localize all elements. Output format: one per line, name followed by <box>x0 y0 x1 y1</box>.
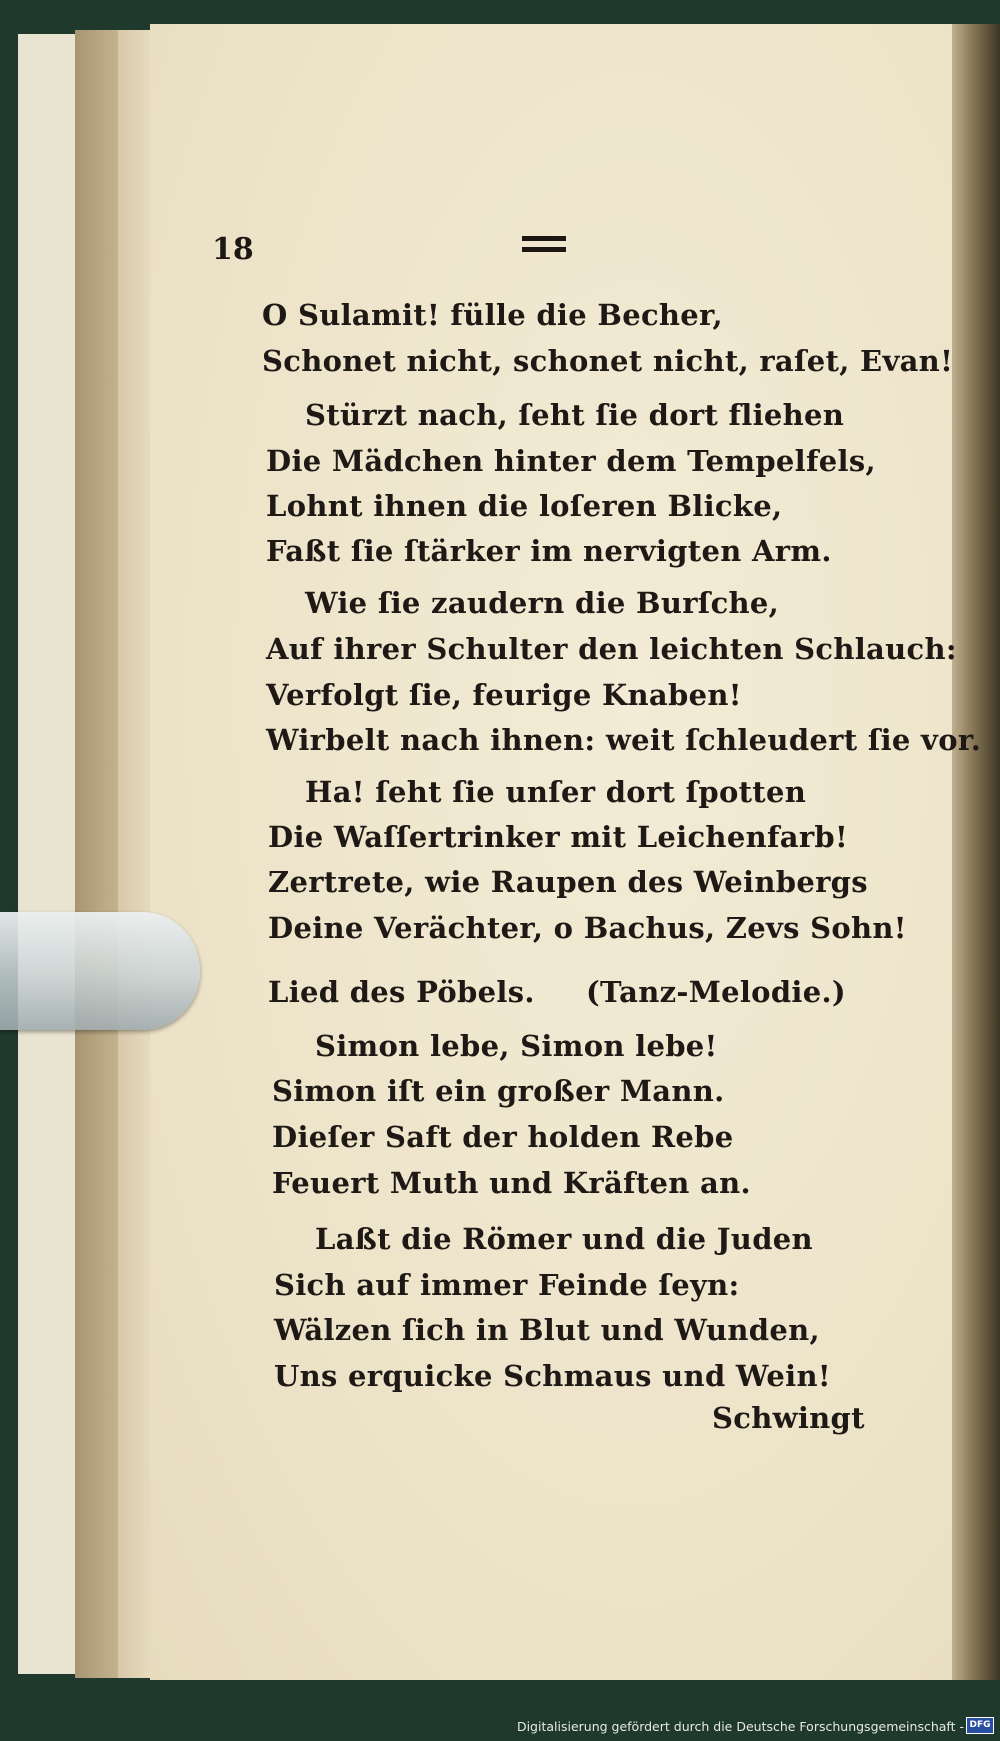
page-right-edge <box>952 24 1000 1680</box>
song-line: Dieſer Saft der holden Rebe <box>272 1120 734 1154</box>
song-line: Simon lebe, Simon lebe! <box>315 1029 718 1063</box>
verse-line: Stürzt nach, ſeht ſie dort fliehen <box>305 398 845 432</box>
song-line: Uns erquicke Schmaus und Wein! <box>274 1359 831 1393</box>
verse-line: Wirbelt nach ihnen: weit ſchleudert ſie vor. <box>266 723 982 757</box>
verse-line: Die Waſſertrinker mit Leichenfarb! <box>268 820 849 854</box>
dfg-logo: DFG <box>966 1717 994 1734</box>
song-line: Laßt die Römer und die Juden <box>315 1222 813 1256</box>
bookmark-tab <box>0 912 200 1030</box>
catchword: Schwingt <box>712 1401 865 1435</box>
song-line: Sich auf immer Feinde ſeyn: <box>274 1268 740 1302</box>
page-number: 18 <box>212 232 254 267</box>
song-line: Wälzen ſich in Blut und Wunden, <box>274 1313 820 1347</box>
song-line: Simon iſt ein großer Mann. <box>272 1074 725 1108</box>
header-ornament-rule <box>522 236 566 256</box>
verse-line: Wie ſie zaudern die Burſche, <box>305 586 780 620</box>
verse-line: Auf ihrer Schulter den leichten Schlauch: <box>266 632 957 666</box>
verse-line: O Sulamit! fülle die Becher, <box>262 298 723 332</box>
verse-line: Lohnt ihnen die loſeren Blicke, <box>266 489 783 523</box>
verse-line: Zertrete, wie Raupen des Weinbergs <box>268 865 868 899</box>
verse-line: Verfolgt ſie, feurige Knaben! <box>266 678 742 712</box>
song-line: Feuert Muth und Kräften an. <box>272 1166 751 1200</box>
song-heading: Lied des Pöbels. <box>268 975 535 1009</box>
verse-line: Deine Verächter, o Bachus, Zevs Sohn! <box>268 911 907 945</box>
song-melody-note: (Tanz-Melodie.) <box>586 975 846 1009</box>
funding-credit: Digitalisierung gefördert durch die Deutsche Forschungsgemeinschaft - <box>516 1719 964 1734</box>
verse-line: Faßt ſie ſtärker im nervigten Arm. <box>266 534 832 568</box>
verse-line: Schonet nicht, schonet nicht, raſet, Evan! <box>262 344 954 378</box>
verse-line: Die Mädchen hinter dem Tempelfels, <box>266 444 876 478</box>
verse-line: Ha! ſeht ſie unſer dort ſpotten <box>305 775 807 809</box>
